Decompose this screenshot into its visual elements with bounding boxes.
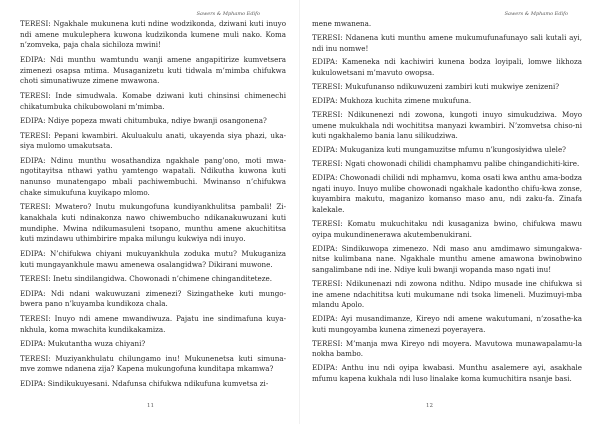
right-page (300, 0, 600, 424)
dialogue-paragraph: TERESI: Inde simudwala. Komabe dziwani kuti chinsinsi chimenechi chikatumbuka chikubowolani m’mimba. (20, 90, 286, 111)
dialogue-paragraph: EDIPA: Anthu inu ndi oyipa kwabasi. Munthu asalemere ayi, asakhale mfumu kapena kukhala ndi luso linalake koma kumuchitira nsanje basi. (312, 363, 582, 384)
page-body (312, 19, 582, 385)
dialogue-paragraph: EDIPA: Ndi munthu wamtundu wanji amene angapitirize kumvetsera zimenezi osapsa mtima. Musaganizetu kuti tidwala m’mimba chifukwa choti simunatiwuze zimene mwawona. (20, 54, 286, 86)
dialogue-paragraph: TERESI: Ndikunenazi ndi zowona ndithu. Ndipo musade ine chifukwa si ine amene ndachititsa kuti mukumane ndi tsoka limeneli. Muzimuyi-mba mlandu Apolo. (312, 278, 582, 310)
dialogue-paragraph: TERESI: Komatu mukuchitaku ndi kusaganiza bwino, chifukwa mawu oyipa mukundinenerawa akutembenukirani. (312, 218, 582, 239)
dialogue-paragraph: EDIPA: Chowonadi chilidi ndi mphamvu, koma osati kwa anthu ama-bodza ngati inuyo. Inuyo mulibe chowonadi ngakhale kadontho chifu-kwa zonse, kuyambira makutu, maganizo komanso maso anu, ndi zaku-fa. Zinafa kalekale. (312, 172, 582, 215)
dialogue-paragraph: EDIPA: Sindikuwopa zimenezo. Ndi maso anu amdimawo simungakwa-nitse kulimbana nane. Ngakhale munthu amene amawona bwinobwino sangalimbane ndi ine. Ndiye kuli bwanji wopanda maso ngati inu! (312, 243, 582, 274)
dialogue-paragraph: EDIPA: Mukuganiza kuti mungamuzitse mfumu n’kungosiyidwa ulele? (312, 145, 567, 155)
dialogue-paragraph: TERESI: Inetu sindilangidwa. Chowonadi n’chimene chinganditeteze. (20, 274, 273, 284)
dialogue-paragraph: TERESI: Ngati chowonadi chilidi champhamvu palibe chingandichiti-kire. (312, 159, 580, 169)
dialogue-paragraph: EDIPA: Ndinu munthu wosathandiza ngakhale pang’ono, moti mwa-ngotitayitsa nthawi yathu yamtengo wapatali. Ndikutha kuwona kuti nanunso munatengapo mbali pachiwembuchi. Mwinanso n’chifukwa chake simukufuna kuyikapo mlomo. (20, 155, 286, 197)
dialogue-paragraph: TERESI: Ndanena kuti munthu amene mukumufunafunayo sali kutali ayi, ndi inu nomwe! (312, 32, 582, 53)
dialogue-paragraph: TERESI: Ndikunenezi ndi zowona, kungoti inuyo simukudziwa. Moyo umene mukukhala ndi wochititsa manyazi kwambiri. N’zomvetsa chiso-ni kuti ngakhalemo bania lanu silikudziwa. (312, 109, 582, 141)
running-head: Sawers & Mphamo Edifo (196, 11, 260, 17)
dialogue-paragraph: TERESI: M’manja mwa Kireyo ndi moyera. Mavutowa munawapalamu-la nokha bambo. (312, 338, 582, 359)
dialogue-paragraph: EDIPA: Sindikukuyesani. Ndafunsa chifukwa ndikufuna kumvetsa zi- (20, 378, 269, 388)
dialogue-paragraph: mene mwanena. (312, 19, 372, 28)
dialogue-paragraph: EDIPA: N’chifukwa chiyani mukuyankhula zoduka mutu? Mukuganiza kuti mungayankhule mawu amenewa osalangidwa? Dikirani muwone. (20, 248, 286, 269)
page-number: 12 (426, 403, 433, 409)
dialogue-paragraph: EDIPA: Ndiye popeza mwati chitumbuka, ndiye bwanji osangonena? (20, 116, 267, 126)
dialogue-paragraph: TERESI: Inuyo ndi amene mwandiwuza. Pajatu ine sindimafuna kuya-nkhula, koma mwachita kundikakamiza. (20, 313, 286, 334)
page-body (20, 19, 286, 389)
dialogue-paragraph: EDIPA: Ayi musandimanze, Kireyo ndi amene wakutumani, n’zosathe-ka kuti mungoyamba kunena zimenezi poyerayera. (312, 314, 582, 334)
dialogue-paragraph: TERESI: Ngakhale mukunena kuti ndine wodzikonda, dziwani kuti inuyo ndi amene mukulephera kuwona kudzikonda kumene muli nako. Koma n’zomveka, paja chala sichiloza mwini! (20, 19, 286, 50)
dialogue-paragraph: TERESI: Muziyankhulatu chilungamo inu! Mukunenetsa kuti simuna-mve zomwe ndanena zija? Kapena mukungofuna kunditapa mkamwa? (20, 353, 286, 374)
dialogue-paragraph: TERESI: Mwatero? Inutu mukungofuna kundiyankhulitsa pambali! Zi-kanakhala kuti ndinakonza nawo chiwembucho ndikanakuwuzani kuti mundiphe. Mwina ndikumasuleni tsopano, munthu amene akuchititsa kuti mzindawu uthimbirire mpaka milungu kukwiya ndi inuyo. (20, 202, 286, 244)
dialogue-paragraph: TERESI: Mukufunanso ndikuwuzeni zambiri kuti mukwiye zenizeni? (312, 82, 560, 92)
dialogue-paragraph: EDIPA: Ndi ndani wakuwuzani zimenezi? Sizingatheke kuti mungo-bwera pano n’kuyamba kundikoza chala. (20, 288, 286, 309)
dialogue-paragraph: EDIPA: Mukhoza kuchita zimene mukufuna. (312, 95, 472, 105)
dialogue-paragraph: TERESI: Pepani kwambiri. Akuluakulu anati, ukayenda siya phazi, uka-siya mulomo umakutsata. (20, 130, 286, 151)
dialogue-paragraph: EDIPA: Mukutantha wuza chiyani? (20, 339, 146, 349)
page-number: 11 (147, 403, 154, 409)
running-head: Sawers & Mphamo Edifo (504, 11, 568, 17)
dialogue-paragraph: EDIPA: Kameneka ndi kachiwiri kunena bodza loyipali, lomwe likhoza kukulowetsani m’mavuto owopsa. (312, 57, 582, 78)
